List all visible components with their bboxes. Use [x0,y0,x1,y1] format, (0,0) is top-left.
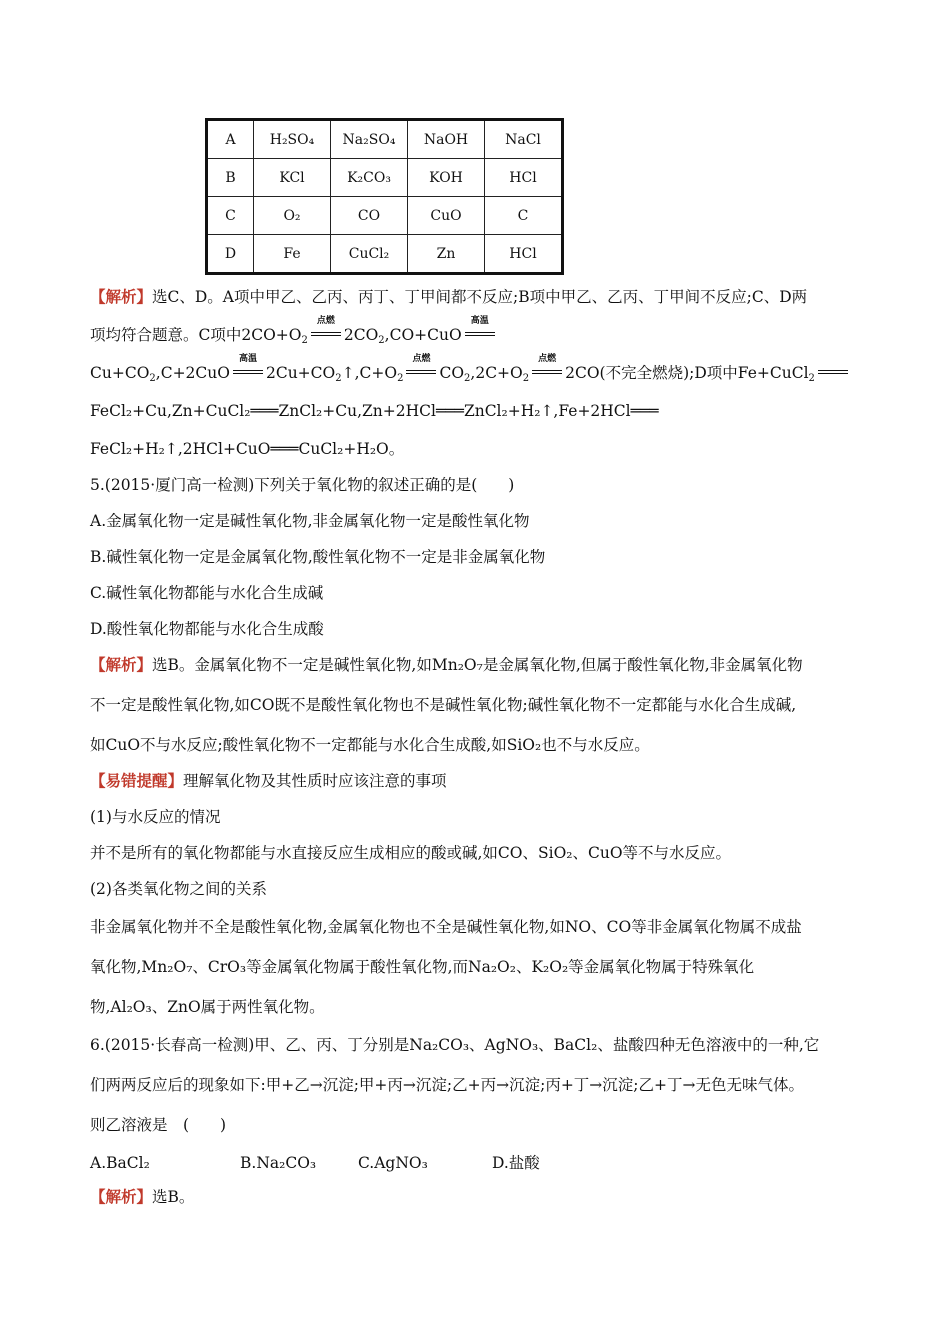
option-label-cell: C [207,197,254,235]
tip-heading: 【易错提醒】理解氧化物及其性质时应该注意的事项 [90,771,447,790]
q6-stem-line3: 则乙溶液是 ( ) [90,1116,227,1134]
table-row [207,120,563,159]
table-cell: KCl [254,159,331,197]
table-cell: Zn [408,235,485,274]
option-label-cell: D [207,235,254,274]
q6-stem-line2: 们两两反应后的现象如下:甲+乙→沉淀;甲+丙→沉淀;乙+丙→沉淀;丙+丁→沉淀;乙+丁→无色无味气体。 [90,1076,804,1094]
q4-analysis-line1: 【解析】选C、D。A项中甲乙、乙丙、丙丁、丁甲间都不反应;B项中甲乙、乙丙、丁甲间不反应;C、D两 [90,287,808,306]
table-row [207,197,563,235]
q5-analysis-line3: 如CuO不与水反应;酸性氧化物不一定都能与水化合生成酸,如SiO₂也不与水反应。 [90,736,650,754]
table-cell: Na₂SO₄ [331,120,408,159]
table-cell: H₂SO₄ [254,120,331,159]
q5-option-b: B.碱性氧化物一定是金属氧化物,酸性氧化物不一定是非金属氧化物 [90,548,546,566]
q5-option-c: C.碱性氧化物都能与水化合生成碱 [90,584,324,602]
table-cell: NaOH [408,120,485,159]
tip1-body: 并不是所有的氧化物都能与水直接反应生成相应的酸或碱,如CO、SiO₂、CuO等不与水反应。 [90,844,732,862]
table-cell: NaCl [485,120,563,159]
table-cell: CuCl₂ [331,235,408,274]
table-row [207,159,563,197]
q6-option-b: B.Na₂CO₃ [240,1154,317,1172]
table-cell: Fe [254,235,331,274]
table-cell: C [485,197,563,235]
options-table [205,118,564,275]
q5-analysis-line1: 【解析】选B。金属氧化物不一定是碱性氧化物,如Mn₂O₇是金属氧化物,但属于酸性氧化物,非金属氧化物 [90,655,803,674]
q6-option-d: D.盐酸 [492,1154,540,1172]
q4-analysis-line5: FeCl₂+H₂↑,2HCl+CuO═══CuCl₂+H₂O。 [90,440,405,458]
table-cell: K₂CO₃ [331,159,408,197]
gaowen-condition: 高温 [463,324,497,342]
tip2-body3: 物,Al₂O₃、ZnO属于两性氧化物。 [90,998,325,1016]
q6-option-c: C.AgNO₃ [358,1154,428,1172]
tip2-heading: (2)各类氧化物之间的关系 [90,880,267,898]
q5-stem: 5.(2015·厦门高一检测)下列关于氧化物的叙述正确的是( ) [90,476,515,494]
tip2-body2: 氧化物,Mn₂O₇、CrO₃等金属氧化物属于酸性氧化物,而Na₂O₂、K₂O₂等金属氧化物属于特殊氧化 [90,958,755,976]
q5-analysis-line2: 不一定是酸性氧化物,如CO既不是酸性氧化物也不是碱性氧化物;碱性氧化物不一定都能与水化合生成碱, [90,696,797,714]
tip1-heading: (1)与水反应的情况 [90,808,221,826]
table-cell: HCl [485,235,563,274]
q6-analysis: 【解析】选B。 [90,1187,195,1206]
table-cell: CuO [408,197,485,235]
tip2-body1: 非金属氧化物并不全是酸性氧化物,金属氧化物也不全是碱性氧化物,如NO、CO等非金属氧化物属不成盐 [90,918,802,936]
dianran-condition: 点燃 [309,324,343,342]
table-cell: O₂ [254,197,331,235]
q5-option-a: A.金属氧化物一定是碱性氧化物,非金属氧化物一定是酸性氧化物 [90,512,530,530]
table-cell: HCl [485,159,563,197]
q5-option-d: D.酸性氧化物都能与水化合生成酸 [90,620,324,638]
q6-stem-line1: 6.(2015·长春高一检测)甲、乙、丙、丁分别是Na₂CO₃、AgNO₃、BaCl₂、盐酸四种无色溶液中的一种,它 [90,1036,820,1054]
tip-tag: 【易错提醒】 [90,771,184,790]
option-label-cell: B [207,159,254,197]
q4-analysis-line2: 项均符合题意。C项中$2CO+O_2$ 点燃 $2CO_2,CO+CuO$ 高温 [90,324,498,352]
table-row [207,235,563,274]
q4-analysis-line4: FeCl₂+Cu,Zn+CuCl₂═══ZnCl₂+Cu,Zn+2HCl═══ZnCl₂+H₂↑,Fe+2HCl═══ [90,402,659,420]
table-cell: KOH [408,159,485,197]
table-cell: CO [331,197,408,235]
q4-analysis-line3: $Cu+CO_2,C+2CuO$ 高温 $2Cu+CO_2↑,C+O_2$ 点燃 $CO_2,2C+O_2$ 点燃 2CO(不完全燃烧);D项中Fe+CuCl$_2$ [90,362,851,390]
q6-option-a: A.BaCl₂ [90,1154,150,1172]
analysis-tag: 【解析】 [90,287,153,306]
q6-options [90,1152,540,1174]
option-label-cell: A [207,120,254,159]
